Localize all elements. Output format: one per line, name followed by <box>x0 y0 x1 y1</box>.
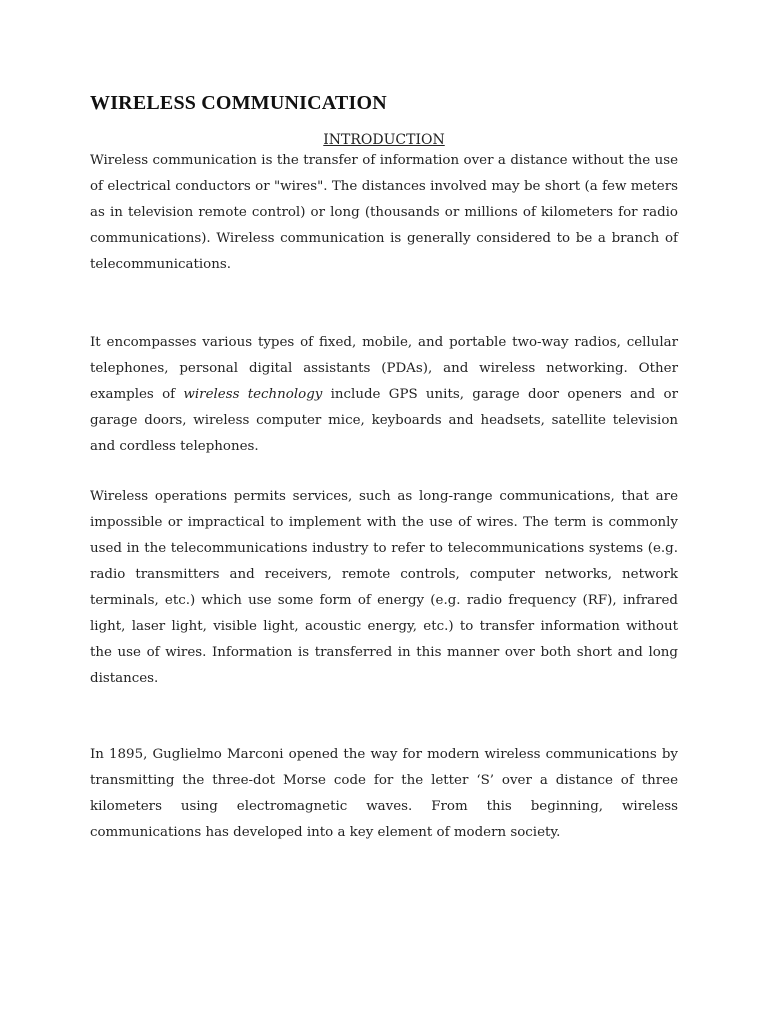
paragraph-examples <box>90 330 678 460</box>
document-title: WIRELESS COMMUNICATION <box>90 92 387 114</box>
paragraph-definition: Wireless communication is the transfer of information over a distance without the use of electrical conductors or "wires". The distances involved may be short (a few meters as in television remote control) or long (thousands or millions of kilometers for radio communications). Wireless communication is generally considered to be a branch of telecommunications. <box>90 153 678 272</box>
paragraph-operations: Wireless operations permits services, such as long-range communications, that are impossible or impractical to implement with the use of wires. The term is commonly used in the telecommunications industry to refer to telecommunications systems (e.g. radio transmitters and receivers, remote controls, computer networks, network terminals, etc.) which use some form of energy (e.g. radio frequency (RF), infrared light, laser light, visible light, acoustic energy, etc.) to transfer information without the use of wires. Information is transferred in this manner over both short and long distances. <box>90 489 678 686</box>
section-heading-introduction: INTRODUCTION <box>323 132 445 148</box>
paragraph-examples-text-start: It encompasses various types of fixed, mobile, and portable two-way radios, cellular telephones, personal digital assistants (PDAs), and wireless networking. Other examples of <box>90 335 678 402</box>
paragraph-history: In 1895, Guglielmo Marconi opened the way for modern wireless communications by transmitting the three-dot Morse code for the letter ‘S’ over a distance of three kilometers using electromagnetic waves. From this beginning, wireless communications has developed into a key element of modern society. <box>90 747 678 840</box>
italic-term-wireless-technology: wireless technology <box>183 387 323 402</box>
document-page <box>90 88 678 846</box>
paragraph-examples-text-end: include GPS units, garage door openers and or garage doors, wireless computer mice, keyboards and headsets, satellite television and cordless telephones. <box>90 387 678 454</box>
